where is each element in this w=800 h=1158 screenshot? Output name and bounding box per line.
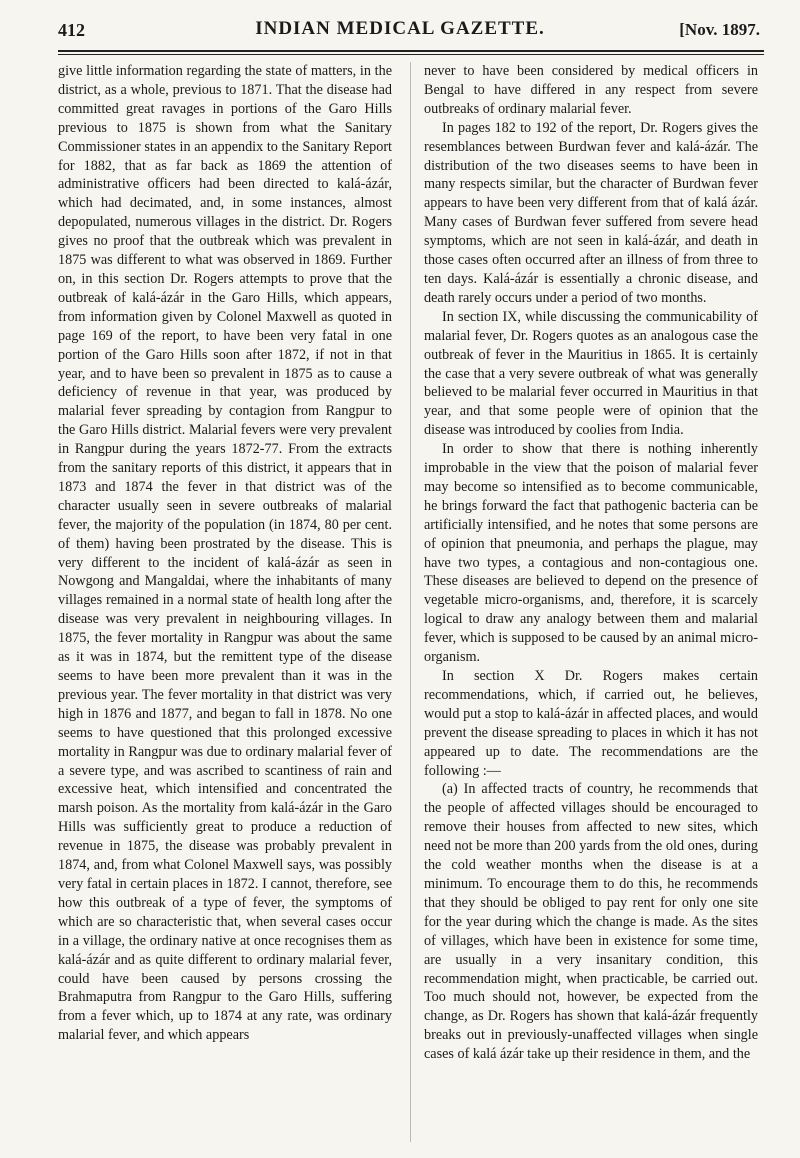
page-header: [40, 18, 760, 44]
issue-date: [Nov. 1897.: [679, 20, 760, 39]
right-paragraph: (a) In affected tracts of country, he recommends that the people of affected villages should be encouraged to remove their houses from affected to new sites, which need not be more than 200 yards from the old ones, during the cold weather months when the disease is at a minimum. To encourage them to do this, he recommends that they should be obliged to pay rent for only one site for the year during which the change is made. As the sites of villages, which have been in existence for some time, are usually in a very insanitary condition, this recommendation might, when practicable, be carried out. Too much should not, however, be expected from the change, as Dr. Rogers has shown that kalá-ázár frequently breaks out in previously-unaffected villages when single cases of kalá ázár take up their residence in them, and the: [424, 781, 758, 1063]
right-paragraph: In section IX, while discussing the communicability of malarial fever, Dr. Rogers quotes as an analogous case the outbreak of fever in the Mauritius in 1865. It is certainly the case that a very severe outbreak of what was generally believed to be malarial fever occurred in Mauritius in that year, and that some people were of opinion that the disease was introduced by coolies from India.: [424, 308, 758, 439]
column-divider: [410, 62, 411, 1142]
left-column: [58, 62, 392, 1045]
right-paragraph: In order to show that there is nothing inherently improbable in the view that the poison of malarial fever may become so intensified as to become communicable, he brings forward the fact that pathogenic bacteria can be artificially intensified, and he notes that some persons are of opinion that pneumonia, and perhaps the plague, may have two types, a contagious and non-contagious one. These diseases are believed to depend on the presence of vegetable micro-organisms, and, therefore, it is scarcely logical to draw any analogy between them and malarial fever, which is supposed to be caused by an animal micro-organism.: [424, 441, 758, 666]
left-paragraph: give little information regarding the state of matters, in the district, as a whole, previous to 1871. That the disease had committed great ravages in portions of the Garo Hills previous to 1875 is shown from what the Sanitary Commissioner states in an appendix to the Sanitary Report for 1882, that as far back as 1869 the attention of administrative officers had been directed to kalá-ázár, which had decimated, and, in some instances, almost depopulated, numerous villages in the district. Dr. Rogers gives no proof that the outbreak which was prevalent in 1875 was different to what was observed in 1869. Further on, in this section Dr. Rogers attempts to prove that the outbreak of kalá-ázár in the Garo Hills, which appears, from information given by Colonel Maxwell as quoted in page 169 of the report, to have been very fatal in one portion of the Garo Hills soon after 1872, if not in that year, and to have been so prevalent in 1875 as to cause a deficiency of revenue in that year, was produced by malarial fever spreading by contagion from Rangpur to the Garo Hills district. Malarial fevers were very prevalent in Rangpur during the years 1872-77. From the extracts from the sanitary reports of this district, it appears that in 1873 and 1874 the fever in that district was of the character usually seen in severe outbreaks of malarial fever, the majority of the population (in 1874, 80 per cent. of them) having been prostrated by the disease. This is very different to the incident of kalá-ázár as seen in Nowgong and Mangaldai, where the inhabitants of many villages remained in a normal state of health long after the disease was very prevalent in neighbouring villages. In 1875, the fever mortality in Rangpur was about the same as it was in 1874, but the remittent type of the disease seems to have been more prevalent than it was in the previous year. The fever mortality in that district was very high in 1876 and 1877, and began to fall in 1878. No one seems to have questioned that this prolonged excessive mortality in Rangpur was due to ordinary malarial fever of a severe type, and was ascribed to scantiness of rain and excessive heat, which intensified and concentrated the marsh poison. As the mortality from kalá-ázár in the Garo Hills was sufficiently great to produce a reduction of revenue in 1875, the disease was probably prevalent in 1874, and, from what Colonel Maxwell says, was possibly very fatal in certain places in 1872. I cannot, therefore, see how this outbreak of a type of fever, the symptoms of which are so characteristic that, when several cases occur in a village, the ordinary native at once recognises them as kalá-ázár and as quite different to ordinary malarial fever, could have been caused by persons crossing the Brahmaputra from Rangpur to the Garo Hills, suffering from a fever which, up to 1874 at any rate, was ordinary malarial fever, and which appears: [58, 63, 392, 1044]
right-column: [424, 62, 758, 1064]
right-paragraph: In section X Dr. Rogers makes certain recommendations, which, if carried out, he believes, would put a stop to kalá-ázár in affected places, and would prevent the disease spreading to places in which it has not appeared up to date. The recommendations are the following :—: [424, 668, 758, 779]
right-paragraph: never to have been considered by medical officers in Bengal to have differed in any respect from severe outbreaks of ordinary malarial fever.: [424, 63, 758, 117]
page-number: 412: [58, 20, 85, 40]
right-paragraph: In pages 182 to 192 of the report, Dr. Rogers gives the resemblances between Burdwan fever and kalá-ázár. The distribution of the two diseases seems to have been in many respects similar, but the character of Burdwan fever appears to have been very different from that of kalá ázár. Many cases of Burdwan fever suffered from severe head symptoms, which are not seen in kalá-ázár, and death in those cases often occurred after an illness of from three to ten days. Kalá-ázár is essentially a chronic disease, and death rarely occurs under a period of two months.: [424, 119, 758, 306]
journal-title: INDIAN MEDICAL GAZETTE.: [255, 18, 545, 39]
header-rule: [58, 50, 764, 55]
